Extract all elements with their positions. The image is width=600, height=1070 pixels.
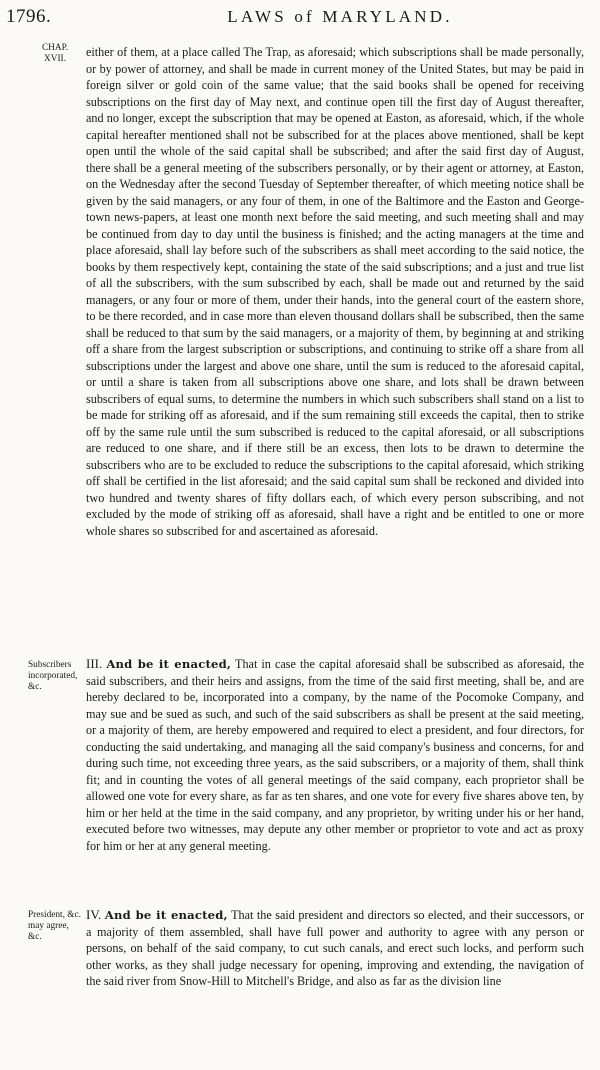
chapter-number: XVII. [44,54,66,64]
enacting-clause: And be it enacted, [104,908,228,922]
margin-note-president: President, &c. may agree, &c. [28,910,81,942]
page-year: 1796. [6,6,52,27]
section-text: That the said president and directors so elected, and their successors, or a majority of them assembled, shall have full power and authority to agree with any person or persons, on behalf of the said company, to cut such canals, and erect such locks, and perform such other works, as they shall judge necessary for opening, improving and extending, the navigation of the said river from Snow-Hill to Mitchell's Bridge, and also as far as the division line [86,908,585,988]
section-iv [86,907,584,990]
section-text: That in case the capital aforesaid shall be subscribed as aforesaid, the said subscribers, and their heirs and assigns, from the time of the said first meeting, shall be, and are hereby declared to be, incorporated into a company, by the name of the Pocomoke Company, and may sue and be sued as such, and such of the said subscribers as shall be present at the said meeting, or a majority of them, are hereby empowered and required to elect a president, and four directors, for conducting the said undertaking, and managing all the said company's business and concerns, for and during such time, not exceeding three years, as the said subscribers, or a majority of them, shall think fit; and in counting the votes of all general meetings of the said company, each proprietor shall be allowed one vote for every share, as far as ten shares, and one vote for every five shares above ten, by him or her held at the time in the said company, and any proprietor, by writing under his or her hand, executed before two witnesses, may depute any other member or proprietor to vote and act as proxy for him or her at any general meeting. [86,657,585,853]
section-paragraph [86,907,584,990]
section-number: IV. [86,907,102,922]
section-paragraph [86,656,584,854]
page-header [0,0,600,34]
chapter-label: CHAP. [41,43,69,53]
chapter-note [28,43,82,65]
running-title: LAWS of MARYLAND. [227,7,453,26]
margin-note-subscribers: Subscribers incorporated, &c. [28,660,78,692]
section-number: III. [86,656,103,671]
section-iii [86,656,584,854]
paragraph-continued [86,44,584,539]
enacting-clause: And be it enacted, [106,657,232,671]
paragraph-text: either of them, at a place called The Trap, as aforesaid; which subscriptions shall be made personally, or by power of attorney, and shall be made in current money of the United States, but may be paid in foreign silver or gold coin of the same value; that the said books shall be opened for receiving subscriptions on the first day of May next, and continue open till the first day of August thereafter, and no longer, except the subscription that may be opened at Easton, as aforesaid, which, if the whole capital hereafter mentioned shall not be subscribed for at the places above mentioned, shall be kept open until the whole of the said capital shall be subscribed; and after the said first day of August, there shall be a general meeting of the subscribers personally, or by their agent or attorney, at Easton, on the Wednesday after the second Tuesday of September thereafter, of which meeting notice shall be given by the said managers, or any four of them, in one of the Baltimore and the Easton and George-town news-papers, at least one month next before the said meeting, and such meeting shall and may be continued from day to day until the business is finished; and the acting managers at the time and place aforesaid, shall lay before such of the subscribers as shall meet according to the said notice, the books by them respectively kept, containing the state of the said subscriptions; and a just and true list of all the subscribers, with the sum subscribed by each, shall be made out and returned by the said managers, or any four or more of them, under their hands, into the general court of the eastern shore, to be there recorded, and in case more than eleven thousand dollars shall be subscribed, then the same shall be reduced to that sum by the said managers, or a majority of them, by beginning at and striking off a share from the largest subscription or subscriptions, and continuing to strike off a share from all subscriptions under the largest and above one share, until the sum is reduced to the aforesaid capital, or until a share is taken from all subscriptions above one share, and lots shall be drawn between subscribers of equal sums, to determine the numbers in which such subscribers shall stand on a list to be made for striking off as aforesaid, and if the sum remaining still exceeds the capital, then to strike off by the same rule until the sum subscribed is reduced to the capital aforesaid, or all subscriptions are reduced to one share, and if there still be an excess, then lots to be drawn to determine the subscribers who are to be excluded to reduce the subscriptions to the capital aforesaid, which striking off shall be certified in the list aforesaid; and the said capital sum shall be reckoned and divided into two hundred and twenty shares of fifty dollars each, of which every person subscribing, and not excluded by the mode of striking off as aforesaid, shall have a right and be entitled to one or more whole shares so subscribed for and ascertained as aforesaid. [86,45,584,538]
